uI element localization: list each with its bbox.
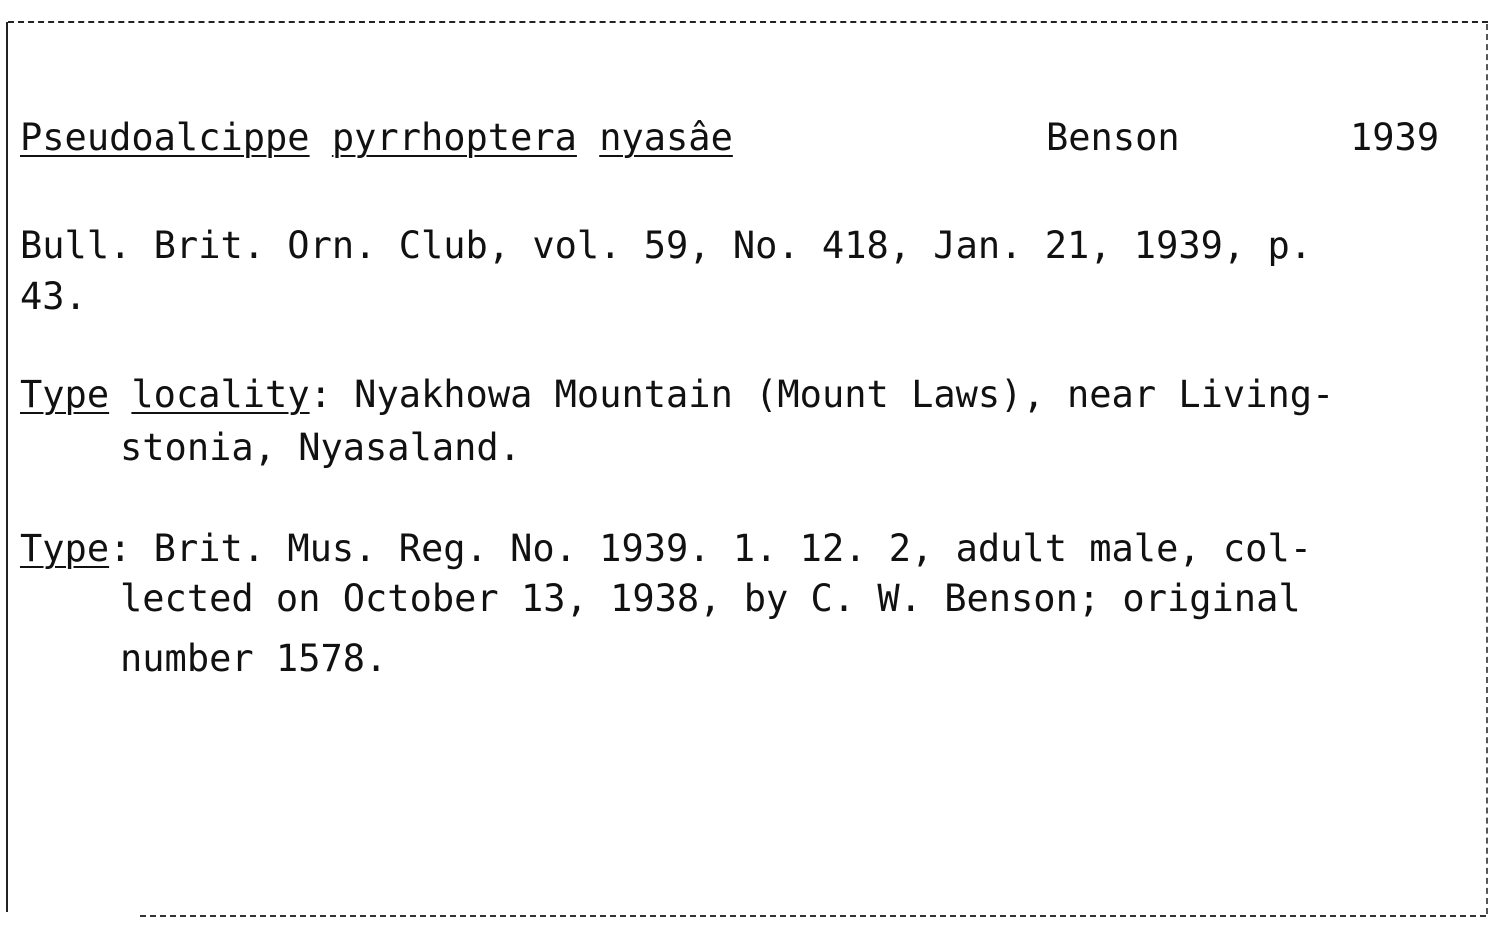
card-bottom-edge xyxy=(140,915,1486,917)
subspecies-name: nyasâe xyxy=(599,116,733,159)
type-locality-label-word2: locality xyxy=(131,373,310,416)
card-top-edge xyxy=(8,21,1488,23)
taxon-year: 1939 xyxy=(1350,116,1440,159)
species-name: pyrrhoptera xyxy=(331,116,577,159)
citation-line-2: 43. xyxy=(20,275,87,318)
type-locality-line-2: stonia, Nyasaland. xyxy=(120,426,521,469)
genus-name: Pseudoalcippe xyxy=(20,116,310,159)
type-specimen-line-2: lected on October 13, 1938, by C. W. Benson; original xyxy=(120,577,1301,620)
type-specimen-line-3: number 1578. xyxy=(120,637,388,680)
taxon-author: Benson xyxy=(1046,116,1180,159)
type-specimen-line-1 xyxy=(20,527,1313,570)
type-locality-label-word1: Type xyxy=(20,373,110,416)
type-locality-line-1 xyxy=(20,373,1335,416)
citation-line-1: Bull. Brit. Orn. Club, vol. 59, No. 418, Jan. 21, 1939, p. xyxy=(20,224,1313,267)
taxon-name xyxy=(20,116,733,159)
type-locality-text-1: Nyakhowa Mountain (Mount Laws), near Living- xyxy=(331,373,1335,416)
type-text-1: Brit. Mus. Reg. No. 1939. 1. 12. 2, adult male, col- xyxy=(131,527,1313,570)
card-right-edge xyxy=(1486,24,1488,914)
type-locality-colon: : xyxy=(309,373,332,416)
type-label: Type xyxy=(20,527,110,570)
card-left-edge xyxy=(6,22,8,912)
type-colon: : xyxy=(109,527,132,570)
